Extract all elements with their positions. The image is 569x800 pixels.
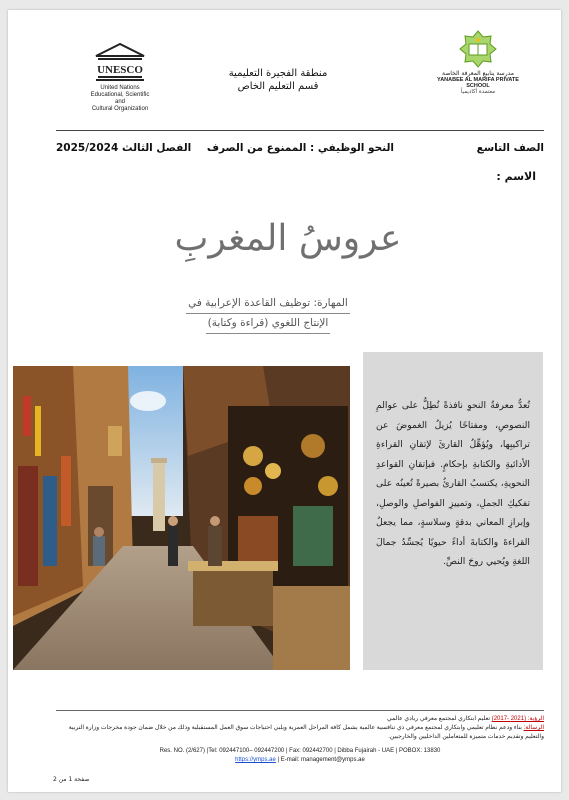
- vision-text: تعليم ابتكاري لمجتمع معرفي ريادي عالمي: [387, 716, 491, 722]
- school-name-arabic: مدرسة ينابيع المعرفة الخاصة: [442, 70, 514, 77]
- skill-line: الإنتاج اللغوي (قراءة وكتابة): [206, 314, 331, 334]
- student-name-label: الاسم :: [496, 170, 536, 183]
- intro-paragraph: تُعدُّ معرفةُ النحوِ نافذةً تُطِلُّ على عوالمِ النصوصِ، ومفتاحًا يُزيلُ الغموضَ عن تراكيبِها، ويُؤهِّلُ القارئَ لإتقانِ القراءةِ الأدائيةِ والكتابةِ بإحكامٍ. فبإتقانِ القواعدِ النحويةِ، يكتسبُ القارئُ بصيرةً تُعينُه على تفكيكِ الجملِ، وتمييزِ الفواصلِ والوصلِ، وإبرازِ المعاني بدقةٍ وسلاسةٍ، مما يجعلُ القراءةَ والكتابةَ أداءً حيويًا يُجسِّدُ جمالَ اللغةِ ويُحيي روحَ النصِّ.: [376, 400, 530, 567]
- unesco-org-line: United Nations: [100, 85, 140, 91]
- skill-statement: [158, 294, 378, 334]
- moroccan-market-photo: [13, 366, 350, 670]
- page-number: صفحة 1 من 2: [53, 776, 90, 783]
- email-info: | E-mail: management@ymps.ae: [277, 757, 365, 763]
- region-heading: [208, 67, 348, 93]
- region-name: منطقة الفجيرة التعليمية: [228, 68, 328, 79]
- unesco-wordmark: UNESCO: [97, 64, 143, 76]
- department-name: قسم التعليم الخاص: [237, 81, 319, 92]
- unesco-temple-icon: [94, 42, 146, 82]
- footer-divider: [56, 710, 544, 711]
- skill-line: المهارة: توظيف القاعدة الإعرابية في: [186, 294, 350, 314]
- unesco-org-line: Cultural Organization: [91, 106, 149, 112]
- mission-line: [56, 724, 544, 742]
- intro-text-box: [363, 352, 543, 670]
- footer: [56, 715, 544, 765]
- unesco-logo: [86, 42, 154, 113]
- mission-text: بناء ودعم نظام تعليمي وابتكاري لمجتمع معرفي ذي تنافسية عالمية يشمل كافة المراحل العمرية ويلبي احتياجات سوق العمل المستقبلية وذلك من خلال ضمان جودة مخرجات وزارة التربية والتعليم وتقديم خدمات متميزة للمتعاملين الداخليين والخارجيين.: [68, 725, 544, 740]
- worksheet-page: [8, 10, 561, 792]
- school-accreditation: معتمدة أكاديمياً: [460, 89, 496, 95]
- school-logo: [428, 30, 528, 95]
- grade-label: الصف التاسع: [476, 142, 544, 154]
- vision-line: [56, 715, 544, 724]
- lesson-label: النحو الوظيفي : الممنوع من الصرف: [206, 142, 394, 154]
- school-name-english: YANABEE AL MARIFA PRIVATE SCHOOL: [437, 77, 519, 89]
- page-title: عروسُ المغربِ: [174, 218, 402, 259]
- unesco-org-line: Educational, Scientific and: [90, 92, 150, 105]
- website-link[interactable]: https://ymps.ae: [235, 757, 276, 763]
- term-label: الفصل الثالث 2025/2024: [56, 142, 192, 154]
- header-divider: [56, 130, 544, 131]
- contact-info: [56, 747, 544, 765]
- contact-line: Res. NO. (2/627) |Tel: 092447100– 092447200 | Fax: 092442700 | Dibba Fujairah - UAE | POBOX: 13830: [159, 748, 441, 754]
- school-book-star-icon: [458, 30, 498, 68]
- mission-label: الرسالة:: [523, 725, 544, 731]
- vision-label: الرؤية: (2021 -2017): [491, 716, 544, 722]
